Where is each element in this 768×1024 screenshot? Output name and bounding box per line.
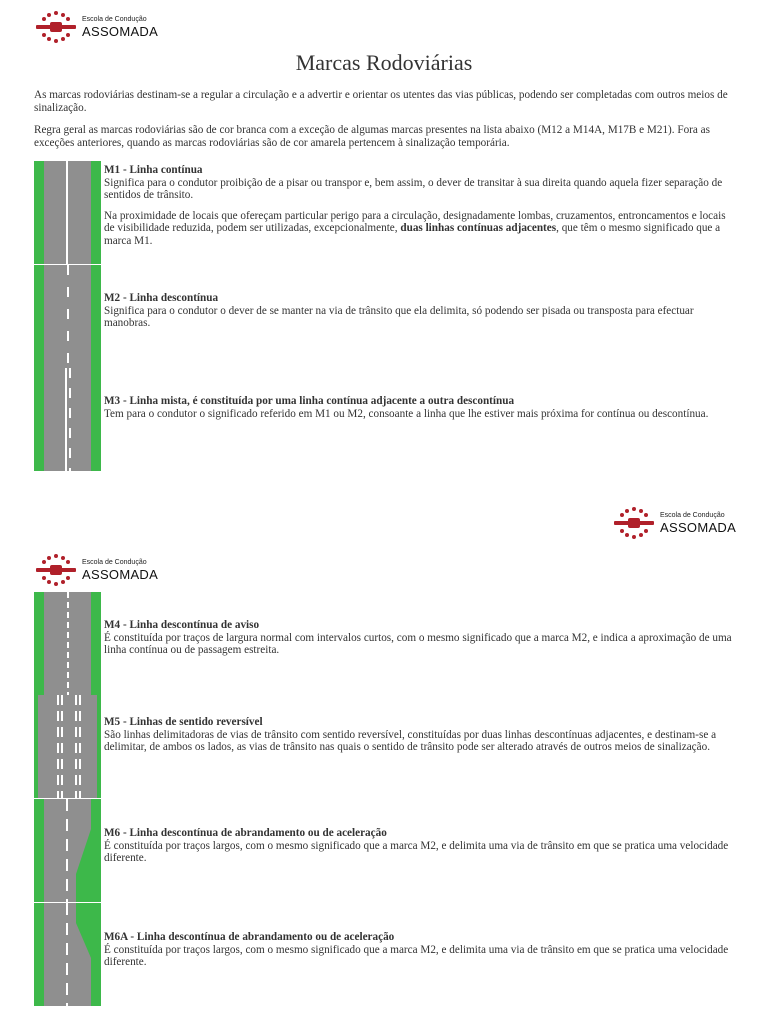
road-m6a-illustration [34, 903, 101, 1006]
logo-small-text: Escola de Condução [660, 512, 725, 519]
road-m4-illustration [34, 592, 101, 695]
mark-title: M6 - Linha descontínua de abrandamento ou de aceleração [104, 827, 387, 839]
mark-m6a [104, 931, 736, 977]
school-logo [34, 10, 158, 44]
mark-description: Significa para o condutor proibição de a pisar ou transpor e, bem assim, o dever de transitar à sua direita quando aquela fizer separação de sentidos de trânsito. [104, 176, 723, 201]
logo-small-text: Escola de Condução [82, 16, 147, 23]
logo-emblem-icon [34, 553, 78, 587]
logo-big-text: ASSOMADA [660, 520, 737, 535]
road-m5-illustration [34, 695, 101, 798]
mark-description: É constituída por traços largos, com o mesmo significado que a marca M2, e delimita uma via de trânsito em que se pratica uma velocidade diferente. [104, 943, 729, 968]
mark-title: M4 - Linha descontínua de aviso [104, 619, 260, 631]
mark-title: M3 - Linha mista, é constituída por uma linha contínua adjacente a outra descontínua [104, 395, 515, 407]
mark-description: Significa para o condutor o dever de se manter na via de trânsito que ela delimita, só podendo ser pisada ou transposta para efectuar manobras. [104, 304, 694, 329]
mark-title: M2 - Linha descontínua [104, 292, 219, 304]
school-logo-footer [612, 506, 736, 540]
mark-m5 [104, 716, 736, 762]
mark-title: M6A - Linha descontínua de abrandamento ou de aceleração [104, 931, 395, 943]
road-m3-illustration [34, 368, 101, 471]
logo-emblem-icon [34, 10, 78, 44]
mark-description-extra: Na proximidade de locais que ofereçam particular perigo para a circulação, designadamente lombas, cruzamentos, entroncamentos e locais de visibilidade reduzida, podem ser utilizadas, excepcionalmente, duas linhas contínuas adjacentes, que têm o mesmo significado que a marca M1. [104, 209, 726, 247]
mark-description: É constituída por traços largos, com o mesmo significado que a marca M2, e delimita uma via de trânsito em que se pratica uma velocidade diferente. [104, 839, 729, 864]
logo-small-text: Escola de Condução [82, 559, 147, 566]
page-title: Marcas Rodoviárias [295, 50, 473, 75]
mark-description: É constituída por traços de largura normal com intervalos curtos, com o mesmo significado que a marca M2, e indica a aproximação de uma linha contínua ou de passagem estreita. [104, 631, 732, 656]
mark-m1 [104, 164, 736, 255]
intro-paragraph-1: As marcas rodoviárias destinam-se a regular a circulação e a advertir e orientar os utentes das vias públicas, podendo ser completadas com outros meios de sinalização. [34, 89, 728, 114]
logo-big-text: ASSOMADA [82, 24, 159, 39]
mark-m3 [104, 395, 736, 428]
road-m6-illustration [34, 799, 101, 902]
mark-description: São linhas delimitadoras de vias de trânsito com sentido reversível, constituídas por duas linhas descontínuas adjacentes, e destinam-se a delimitar, de ambos os lados, as vias de trânsito nas quais o sentido de trânsito pode ser alterado através de outros meios de sinalização. [104, 728, 717, 753]
school-logo-page2 [34, 553, 158, 587]
logo-big-text: ASSOMADA [82, 567, 159, 582]
mark-m4 [104, 619, 736, 665]
mark-m6 [104, 827, 736, 873]
intro-paragraph-2: Regra geral as marcas rodoviárias são de cor branca com a exceção de algumas marcas presentes na lista abaixo (M12 a M14A, M17B e M21). Fora as exceções anteriores, quando as marcas rodoviárias são de cor amarela pertencem à sinalização temporária. [34, 124, 710, 149]
mark-title: M1 - Linha contínua [104, 164, 203, 176]
mark-description: Tem para o condutor o significado referido em M1 ou M2, consoante a linha que lhe estiver mais próxima for contínua ou descontínua. [104, 407, 709, 420]
logo-emblem-icon [612, 506, 656, 540]
mark-m2 [104, 292, 736, 338]
mark-title: M5 - Linhas de sentido reversível [104, 716, 263, 728]
road-m2-illustration [34, 265, 101, 368]
road-m1-illustration [34, 161, 101, 264]
